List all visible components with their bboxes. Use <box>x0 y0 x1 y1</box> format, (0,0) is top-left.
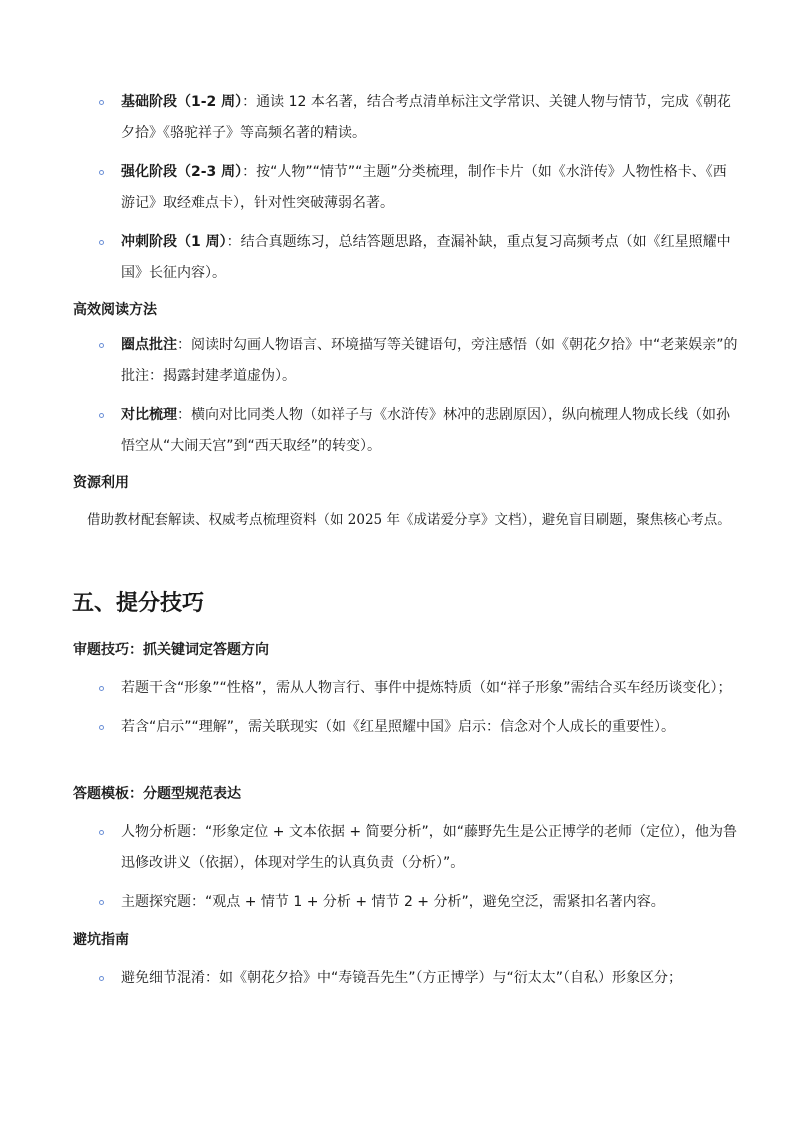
bullet-icon <box>99 100 104 105</box>
list-item <box>0 227 800 289</box>
list-item <box>0 400 800 462</box>
resources-paragraph-wrap <box>0 505 800 536</box>
item-text: 主题探究题：“观点 + 情节 1 + 分析 + 情节 2 + 分析”，避免空泛，需紧扣名著内容。 <box>121 894 665 910</box>
bullet-icon <box>99 686 104 691</box>
subheading: 答题模板：分题型规范表达 <box>73 786 241 802</box>
resources-paragraph: 借助教材配套解读、权威考点梳理资料（如 2025 年《成诺爱分享》文档），避免盲目刷题，聚焦核心考点。 <box>87 512 731 528</box>
reading-list <box>0 330 800 470</box>
item-text: ：横向对比同类人物（如祥子与《水浒传》林冲的悲剧原因），纵向梳理人物成长线（如孙悟空从“大闹天宫”到“西天取经”的转变）。 <box>121 407 730 454</box>
item-text: 若题干含“形象”“性格”，需从人物言行、事件中提炼特质（如“祥子形象”需结合买车经历谈变化）； <box>121 680 732 696</box>
bullet-icon <box>99 170 104 175</box>
subheading: 避坑指南 <box>73 932 129 948</box>
bullet-icon <box>99 343 104 348</box>
item-text: ：阅读时勾画人物语言、环境描写等关键语句，旁注感悟（如《朝花夕拾》中“老莱娱亲”的批注：揭露封建孝道虚伪）。 <box>121 337 738 384</box>
bullet-icon <box>99 830 104 835</box>
item-text: 避免细节混淆：如《朝花夕拾》中“寿镜吾先生”（方正博学）与“衍太太”（自私）形象区分； <box>121 970 683 986</box>
template-list <box>0 817 800 926</box>
bullet-icon <box>99 900 104 905</box>
resources-section <box>0 471 800 495</box>
item-title: 冲刺阶段（1 周） <box>121 234 227 250</box>
subheading: 审题技巧：抓关键词定答题方向 <box>73 642 269 658</box>
item-text: 人物分析题：“形象定位 + 文本依据 + 简要分析”，如“藤野先生是公正博学的老师（定位），他为鲁迅修改讲义（依据），体现对学生的认真负责（分析）”。 <box>121 824 738 871</box>
bullet-icon <box>99 976 104 981</box>
item-title: 圈点批注 <box>121 337 177 353</box>
avoid-section <box>0 928 800 952</box>
bullet-icon <box>99 413 104 418</box>
list-item <box>0 817 800 879</box>
reading-section <box>0 298 800 322</box>
subheading: 高效阅读方法 <box>73 302 157 318</box>
item-title: 强化阶段（2-3 周） <box>121 164 243 180</box>
list-item <box>0 887 800 918</box>
item-text: ：结合真题练习，总结答题思路，查漏补缺，重点复习高频考点（如《红星照耀中国》长征内容）。 <box>121 234 731 281</box>
list-item <box>0 157 800 219</box>
bullet-icon <box>99 240 104 245</box>
item-text: 若含“启示”“理解”，需关联现实（如《红星照耀中国》启示：信念对个人成长的重要性）。 <box>121 719 676 735</box>
review-section <box>0 638 800 662</box>
section-wrap <box>0 587 800 621</box>
subheading: 资源利用 <box>73 475 129 491</box>
item-title: 基础阶段（1-2 周） <box>121 94 243 110</box>
bullet-icon <box>99 725 104 730</box>
item-text: ：通读 12 本名著，结合考点清单标注文学常识、关键人物与情节，完成《朝花夕拾》《骆驼祥子》等高频名著的精读。 <box>121 94 731 141</box>
stage-list <box>0 87 800 297</box>
list-item <box>0 712 800 743</box>
section-title: 五、提分技巧 <box>72 591 205 616</box>
review-list <box>0 673 800 751</box>
item-title: 对比梳理 <box>121 407 177 423</box>
template-section <box>0 782 800 806</box>
avoid-list <box>0 963 800 1002</box>
list-item <box>0 87 800 149</box>
list-item <box>0 330 800 392</box>
list-item <box>0 673 800 704</box>
list-item <box>0 963 800 994</box>
item-text: ：按“人物”“情节”“主题”分类梳理，制作卡片（如《水浒传》人物性格卡、《西游记》取经难点卡），针对性突破薄弱名著。 <box>121 164 727 211</box>
